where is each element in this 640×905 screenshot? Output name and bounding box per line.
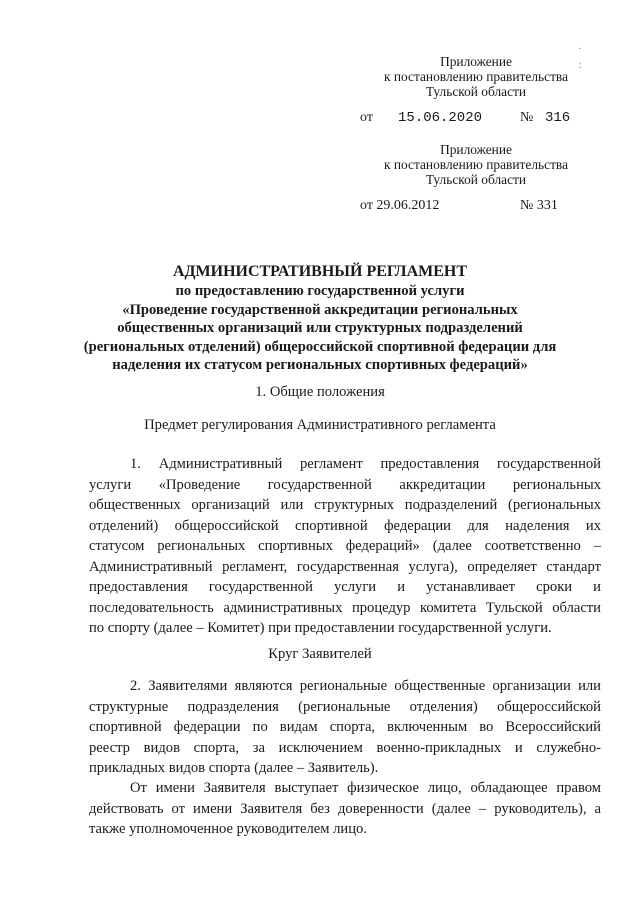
paragraph-3 (89, 778, 601, 840)
appendix-header-original (361, 142, 591, 187)
paragraph-2 (89, 676, 601, 779)
paragraph-line: 2. Заявителями являются региональные общественные организации или (130, 678, 601, 694)
date-prefix: от (360, 110, 373, 125)
scan-mark: · (578, 44, 582, 55)
paragraph-line: статусом региональных спортивных федераций» (далее соответственно – (89, 538, 601, 554)
paragraph-line: структурные подразделения (региональные отделения) общероссийской (89, 698, 601, 715)
title-line: наделения их статусом региональных спортивных федераций» (112, 357, 528, 374)
paragraph-1 (89, 454, 601, 639)
paragraph-line: спортивной федерации по видам спорта, включенным во Всероссийский (89, 719, 601, 735)
subsection-heading: Предмет регулирования Административного регламента (144, 417, 496, 433)
appendix-header-new (361, 54, 591, 99)
original-date: от 29.06.2012 (360, 198, 440, 213)
paragraph-line: отделений) общероссийской спортивной федерации для наделения их (89, 517, 601, 534)
paragraph-line: также уполномоченное руководителем лицо. (89, 821, 367, 837)
section-heading: 1. Общие положения (255, 384, 385, 400)
title-main: АДМИНИСТРАТИВНЫЙ РЕГЛАМЕНТ (172, 263, 468, 280)
paragraph-line: 1. Административный регламент предоставления государственной (130, 456, 601, 472)
paragraph-line: реестр видов спорта, за исключением военно-прикладных и служебно- (89, 739, 601, 756)
document-title (80, 262, 560, 375)
appendix-label: Приложение (440, 54, 512, 69)
original-number: № 331 (520, 198, 558, 213)
appendix-resolution-line: к постановлению правительства (383, 69, 569, 84)
title-line: общественных организаций или структурных подразделений (117, 320, 523, 337)
appendix-label: Приложение (440, 142, 512, 157)
resolution-number: 316 (545, 110, 571, 126)
paragraph-line: действовать от имени Заявителя без доверенности (далее – руководитель), а (89, 800, 601, 817)
title-line: (региональных отделений) общероссийской спортивной федерации для (83, 338, 557, 355)
subsection-heading: Круг Заявителей (268, 646, 372, 662)
number-prefix: № (520, 110, 534, 125)
appendix-resolution-line: к постановлению правительства (383, 157, 569, 172)
paragraph-line: прикладных видов спорта (далее – Заявитель). (89, 760, 379, 776)
paragraph-line: общественных организаций или структурных подразделений (региональных (89, 497, 601, 513)
paragraph-line: Административный регламент, государственная услуга), определяет стандарт (89, 558, 601, 575)
resolution-date-row (360, 110, 600, 128)
paragraph-line: От имени Заявителя выступает физическое лицо, обладающее правом (130, 780, 601, 796)
title-line: «Проведение государственной аккредитации региональных (122, 301, 518, 318)
paragraph-line: по спорту (далее – Комитет) при предоставлении государственной услуги. (89, 620, 552, 636)
scan-mark: : (579, 60, 582, 71)
title-line: по предоставлению государственной услуги (175, 283, 465, 299)
paragraph-line: услуги «Проведение государственной аккредитации региональных (89, 476, 601, 493)
resolution-date: 15.06.2020 (398, 110, 483, 126)
appendix-region-line: Тульской области (425, 172, 527, 187)
paragraph-line: предоставления государственной услуги и устанавливает сроки и (89, 579, 601, 595)
original-date-row (360, 198, 600, 216)
appendix-region-line: Тульской области (425, 84, 527, 99)
paragraph-line: последовательность административных процедур комитета Тульской области (89, 599, 601, 616)
